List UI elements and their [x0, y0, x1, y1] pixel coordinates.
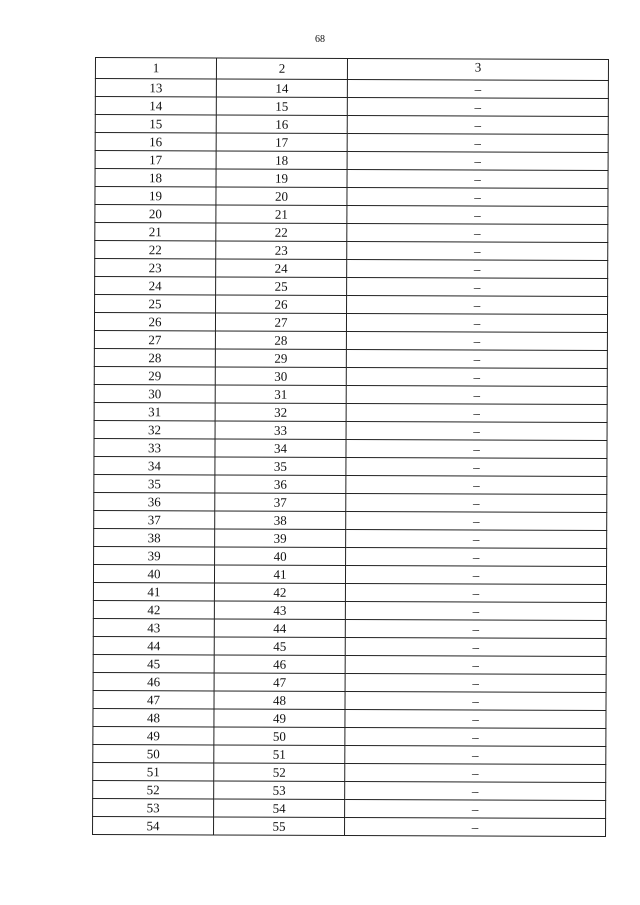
table-cell-col-2: 38	[215, 511, 346, 530]
table-cell-col-3: –	[346, 421, 607, 440]
table-cell-col-3: –	[346, 547, 607, 566]
table-cell-col-3: –	[347, 97, 608, 116]
table-row	[95, 241, 608, 261]
table-row	[93, 708, 606, 728]
table-body	[93, 79, 609, 837]
column-header-2: 2	[216, 58, 347, 80]
table-cell-col-3: –	[346, 457, 607, 476]
table-cell-col-2: 48	[214, 691, 345, 710]
table-cell-col-1: 39	[94, 546, 215, 564]
table-row	[95, 187, 608, 207]
table-cell-col-2: 14	[216, 79, 347, 98]
table-cell-col-3: –	[347, 259, 608, 278]
table-cell-col-1: 50	[93, 744, 214, 762]
table-cell-col-1: 41	[93, 582, 214, 600]
table-cell-col-1: 29	[94, 366, 215, 384]
table-cell-col-1: 18	[95, 169, 216, 187]
table-row	[93, 618, 606, 638]
data-table	[92, 57, 609, 837]
table-cell-col-1: 48	[93, 708, 214, 726]
table-row	[94, 438, 607, 458]
table-row	[93, 726, 606, 746]
table-cell-col-1: 45	[93, 654, 214, 672]
table-cell-col-1: 26	[94, 313, 215, 331]
table-cell-col-2: 40	[215, 547, 346, 566]
table-row	[95, 133, 608, 153]
table-cell-col-1: 17	[95, 151, 216, 169]
table-cell-col-3: –	[347, 295, 608, 314]
table-cell-col-3: –	[345, 601, 606, 620]
table-cell-col-2: 26	[216, 295, 347, 314]
table-cell-col-2: 23	[216, 241, 347, 260]
table-cell-col-2: 42	[214, 583, 345, 602]
table-cell-col-1: 40	[93, 564, 214, 582]
table-cell-col-2: 25	[216, 277, 347, 296]
table-cell-col-2: 50	[214, 727, 345, 746]
table-cell-col-1: 54	[93, 816, 214, 834]
table-cell-col-1: 14	[95, 97, 216, 115]
table-cell-col-1: 20	[95, 205, 216, 223]
table-cell-col-2: 32	[215, 403, 346, 422]
table-cell-col-1: 31	[94, 402, 215, 420]
table-cell-col-3: –	[346, 493, 607, 512]
table-cell-col-2: 49	[214, 709, 345, 728]
table-row	[93, 762, 606, 782]
table-row	[95, 259, 608, 279]
table-cell-col-2: 27	[215, 313, 346, 332]
table-row	[93, 582, 606, 602]
table-row	[95, 223, 608, 243]
table-cell-col-3: –	[345, 709, 606, 728]
table-header	[95, 58, 608, 81]
table-row	[95, 79, 608, 99]
table-cell-col-1: 32	[94, 420, 215, 438]
table-cell-col-3: –	[347, 223, 608, 242]
table-cell-col-3: –	[346, 529, 607, 548]
table-row	[94, 546, 607, 566]
table-cell-col-3: –	[346, 385, 607, 404]
table-cell-col-1: 36	[94, 492, 215, 510]
table-cell-col-3: –	[347, 241, 608, 260]
table-row	[93, 636, 606, 656]
table-cell-col-3: –	[347, 277, 608, 296]
table-cell-col-2: 28	[215, 331, 346, 350]
table-row	[95, 169, 608, 189]
table-row	[93, 816, 606, 836]
table-cell-col-3: –	[345, 583, 606, 602]
table-row	[93, 798, 606, 818]
table-row	[94, 420, 607, 440]
table-row	[94, 313, 607, 333]
table-cell-col-3: –	[345, 619, 606, 638]
table-cell-col-1: 16	[95, 133, 216, 151]
table-cell-col-3: –	[345, 745, 606, 764]
table-row	[94, 456, 607, 476]
table-row	[95, 295, 608, 315]
table-cell-col-3: –	[346, 403, 607, 422]
table-cell-col-3: –	[345, 727, 606, 746]
table-row	[93, 654, 606, 674]
table-cell-col-1: 21	[95, 223, 216, 241]
table-cell-col-2: 16	[216, 115, 347, 134]
table-cell-col-3: –	[346, 349, 607, 368]
table-cell-col-2: 30	[215, 367, 346, 386]
column-header-3: 3	[347, 58, 608, 80]
table-cell-col-3: –	[345, 799, 606, 818]
table-cell-col-3: –	[345, 673, 606, 692]
table-cell-col-1: 44	[93, 636, 214, 654]
table-row	[95, 205, 608, 225]
table-row	[94, 348, 607, 368]
table-cell-col-1: 37	[94, 510, 215, 528]
table-cell-col-2: 22	[216, 223, 347, 242]
table-cell-col-2: 53	[214, 781, 345, 800]
table-cell-col-3: –	[346, 313, 607, 332]
table-cell-col-1: 30	[94, 384, 215, 402]
table-row	[93, 690, 606, 710]
table-cell-col-2: 44	[214, 619, 345, 638]
table-cell-col-2: 36	[215, 475, 346, 494]
table-cell-col-3: –	[347, 151, 608, 170]
table-cell-col-1: 42	[93, 600, 214, 618]
table-cell-col-2: 43	[214, 601, 345, 620]
table-cell-col-3: –	[347, 133, 608, 152]
table-cell-col-2: 17	[216, 133, 347, 152]
table-row	[94, 492, 607, 512]
table-cell-col-3: –	[346, 475, 607, 494]
table-cell-col-1: 24	[95, 277, 216, 295]
column-header-1: 1	[95, 58, 216, 79]
table-cell-col-1: 19	[95, 187, 216, 205]
table-cell-col-1: 13	[95, 79, 216, 97]
table-cell-col-2: 21	[216, 205, 347, 224]
header-row	[95, 58, 608, 81]
table-cell-col-2: 54	[214, 799, 345, 818]
table-cell-col-1: 52	[93, 780, 214, 798]
table-cell-col-1: 35	[94, 474, 215, 492]
table-cell-col-3: –	[347, 115, 608, 134]
table-row	[94, 510, 607, 530]
table-cell-col-1: 23	[95, 259, 216, 277]
table-cell-col-3: –	[345, 565, 606, 584]
table-row	[95, 97, 608, 117]
table-cell-col-2: 18	[216, 151, 347, 170]
table-cell-col-1: 15	[95, 115, 216, 133]
table-cell-col-1: 27	[94, 330, 215, 348]
table-row	[95, 115, 608, 135]
table-cell-col-2: 52	[214, 763, 345, 782]
table-cell-col-3: –	[346, 367, 607, 386]
table-cell-col-2: 20	[216, 187, 347, 206]
page-number: 68	[315, 34, 325, 45]
table-cell-col-2: 47	[214, 673, 345, 692]
table-cell-col-2: 34	[215, 439, 346, 458]
table-cell-col-3: –	[347, 187, 608, 206]
table-cell-col-2: 15	[216, 97, 347, 116]
table-cell-col-2: 29	[215, 349, 346, 368]
table-cell-col-2: 24	[216, 259, 347, 278]
table-cell-col-2: 41	[214, 565, 345, 584]
table-cell-col-1: 43	[93, 618, 214, 636]
table-row	[94, 330, 607, 350]
table-cell-col-1: 28	[94, 348, 215, 366]
table-cell-col-3: –	[347, 169, 608, 188]
table-cell-col-3: –	[347, 79, 608, 98]
table-cell-col-3: –	[346, 511, 607, 530]
table-row	[93, 780, 606, 800]
table-cell-col-1: 38	[94, 528, 215, 546]
table-cell-col-3: –	[345, 691, 606, 710]
table-row	[93, 672, 606, 692]
table-cell-col-2: 33	[215, 421, 346, 440]
table-row	[94, 402, 607, 422]
table-cell-col-3: –	[345, 817, 606, 836]
table-row	[95, 151, 608, 171]
table-cell-col-3: –	[346, 331, 607, 350]
table-cell-col-2: 31	[215, 385, 346, 404]
table-cell-col-2: 19	[216, 169, 347, 188]
table-row	[95, 277, 608, 297]
table-cell-col-2: 35	[215, 457, 346, 476]
table-row	[94, 366, 607, 386]
table-row	[93, 600, 606, 620]
table-cell-col-1: 22	[95, 241, 216, 259]
table-cell-col-2: 55	[214, 817, 345, 836]
table-cell-col-2: 37	[215, 493, 346, 512]
table-row	[94, 474, 607, 494]
table-cell-col-2: 51	[214, 745, 345, 764]
table-cell-col-1: 51	[93, 762, 214, 780]
table-cell-col-3: –	[345, 637, 606, 656]
table-cell-col-3: –	[345, 763, 606, 782]
table-cell-col-3: –	[345, 655, 606, 674]
table-cell-col-1: 46	[93, 672, 214, 690]
table-row	[93, 564, 606, 584]
table-row	[94, 528, 607, 548]
table-cell-col-1: 53	[93, 798, 214, 816]
table-cell-col-3: –	[347, 205, 608, 224]
table-cell-col-2: 46	[214, 655, 345, 674]
table-cell-col-1: 25	[95, 295, 216, 313]
table-row	[94, 384, 607, 404]
table-cell-col-2: 45	[214, 637, 345, 656]
table-cell-col-2: 39	[215, 529, 346, 548]
table-cell-col-1: 33	[94, 438, 215, 456]
table-cell-col-1: 34	[94, 456, 215, 474]
table-cell-col-1: 49	[93, 726, 214, 744]
table-row	[93, 744, 606, 764]
table-cell-col-3: –	[346, 439, 607, 458]
table-cell-col-1: 47	[93, 690, 214, 708]
table-cell-col-3: –	[345, 781, 606, 800]
